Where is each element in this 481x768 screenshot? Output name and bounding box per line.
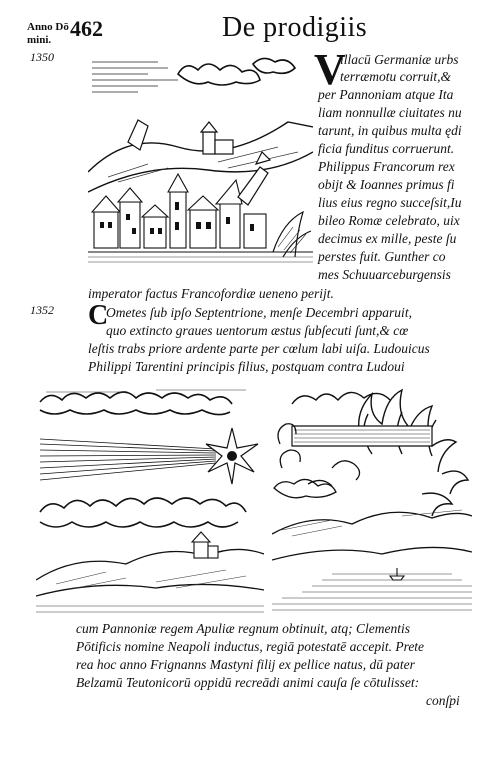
section1-last-line: imperator factus Francofordiæ ueneno perijt. (88, 286, 334, 301)
section1-line-11: decimus ex mille, peste ſu (318, 231, 457, 246)
section3-line-4: Belzamū Teutonicorū oppidū recreādi animi cauſa ſe cōtulisset: (76, 675, 420, 690)
earthquake-city-woodcut (88, 52, 313, 268)
section1-line-3: per Pannoniam atque Ita (318, 87, 454, 102)
section2-line-2: quo extincto graues uentorum æstus ſubſecuti ſunt,& cœ (106, 323, 409, 338)
section1-line-4: liam nonnullæ ciuitates nu (318, 105, 462, 120)
anno-line-2: mini. (27, 34, 52, 46)
anno-domini-label (27, 22, 69, 46)
anno-line-1: Anno Dō (27, 21, 69, 33)
page-number: 462 (70, 16, 103, 41)
section1-line-9: lius eius regno succeſsit,Iu (318, 195, 462, 210)
section1-line-2: terræmotu corruit,& (340, 69, 452, 84)
section1-line-5: tarunt, in quibus multa ędi (318, 123, 462, 138)
section3-line-3: rea hoc anno Frignanns Mastyni filij ex pellice natus, dū pater (76, 657, 415, 672)
section1-line-12: perstes fuit. Gunther co (318, 249, 446, 264)
year-marker-1350: 1350 (30, 50, 54, 64)
section2-line-3: leſtis trabs priore ardente parte per cœlum labi uiſa. Ludouicus (88, 341, 430, 356)
dropcap-v: V (314, 45, 346, 94)
year-marker-1352: 1352 (30, 303, 54, 317)
dropcap-c: C (88, 300, 109, 331)
section3-line-1: cum Pannoniæ regem Apuliæ regnum obtinuit, atq; Clementis (76, 621, 410, 636)
section1-line-8: obijt & Ioannes primus fi (318, 177, 455, 192)
comet-woodcut (36, 384, 264, 616)
section3-catchword: conſpi (426, 693, 460, 708)
section2-line-1: Ometes ſub ipſo Septentrione, menſe Decembri apparuit, (106, 305, 412, 320)
section1-line-1: illacū Germaniæ urbs (340, 52, 459, 67)
section1-line-7: Philippus Francorum rex (318, 159, 455, 174)
section1-line-6: ficia funditus corruerunt. (318, 141, 455, 156)
section3-line-2: Pōtificis nomine Neapoli inductus, regiā potestatē accepit. Prete (76, 639, 425, 654)
flaming-beam-woodcut (272, 384, 472, 616)
section1-line-13: mes Schuuarceburgensis (318, 267, 451, 282)
running-title: De prodigiis (222, 12, 368, 43)
section1-line-10: bileo Romæ celebrato, uix (318, 213, 460, 228)
section2-line-4: Philippi Tarentini principis filius, postquam contra Ludoui (88, 359, 405, 374)
